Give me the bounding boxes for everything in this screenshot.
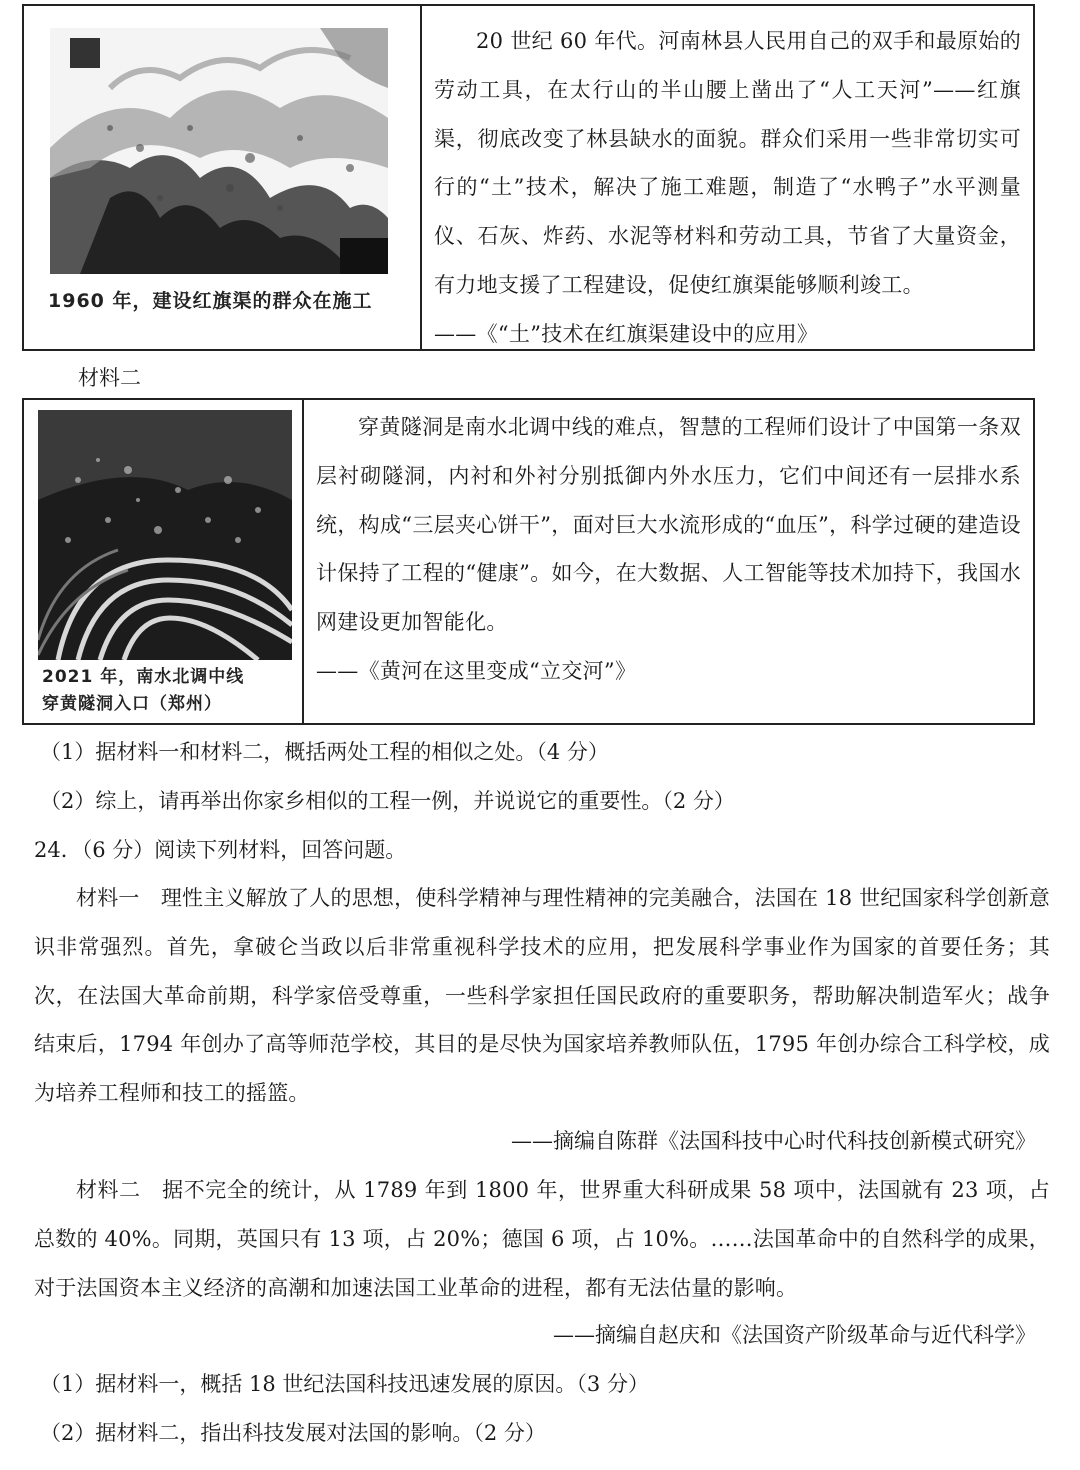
q24-material2: 材料二 据不完全的统计，从 1789 年到 1800 年，世界重大科研成果 58 项中，法国就有 23 项，占总数的 40%。同期，英国只有 13 项，占 20%；德国 6 项，占 10%。……法国革命中的自然科学的成果，对于法国资本主义经济的高潮和加速法国工业革命的进程，都有无法估量的影响。 bbox=[34, 1178, 1050, 1300]
material-one-caption: 1960 年，建设红旗渠的群众在施工 bbox=[48, 290, 373, 312]
material-two-text-cell bbox=[304, 400, 1033, 723]
material-two-caption bbox=[42, 664, 292, 718]
material-two-text: 穿黄隧洞是南水北调中线的难点，智慧的工程师们设计了中国第一条双层衬砌隧洞，内衬和外衬分别抵御内外水压力，它们中间还有一层排水系统，构成“三层夹心饼干”，面对巨大水流形成的“血压”，科学过硬的建造设计保持了工程的“健康”。如今，在大数据、人工智能等技术加持下，我国水网建设更加智能化。 bbox=[316, 415, 1021, 635]
material-two-image-cell bbox=[24, 400, 304, 723]
q23-sub2: （2）综上，请再举出你家乡相似的工程一例，并说说它的重要性。（2 分） bbox=[40, 789, 735, 813]
tunnel-entrance-photo-graphic bbox=[38, 410, 292, 660]
q24-source2: ——摘编自赵庆和《法国资产阶级革命与近代科学》 bbox=[553, 1323, 1036, 1347]
q24-heading: 24．（6 分）阅读下列材料，回答问题。 bbox=[34, 838, 407, 862]
hongqi-canal-photo bbox=[50, 28, 388, 274]
material-two-caption-line1: 2021 年，南水北调中线 bbox=[42, 667, 245, 687]
material-one-text-cell bbox=[422, 6, 1033, 349]
q24-sub1: （1）据材料一，概括 18 世纪法国科技迅速发展的原因。（3 分） bbox=[40, 1372, 649, 1396]
q24-material1: 材料一 理性主义解放了人的思想，使科学精神与理性精神的完美融合，法国在 18 世纪国家科学创新意识非常强烈。首先，拿破仑当政以后非常重视科学技术的应用，把发展科学事业作为国家的首要任务；其次，在法国大革命前期，科学家倍受尊重，一些科学家担任国民政府的重要职务，帮助解决制造军火；战争结束后，1794 年创办了高等师范学校，其目的是尽快为国家培养教师队伍，1795 年创办综合工科学校，成为培养工程师和技工的摇篮。 bbox=[34, 886, 1050, 1106]
q23-sub1: （1）据材料一和材料二，概括两处工程的相似之处。（4 分） bbox=[40, 740, 609, 764]
material-two-label: 材料二 bbox=[78, 366, 141, 390]
q24-source1: ——摘编自陈群《法国科技中心时代科技创新模式研究》 bbox=[511, 1129, 1036, 1153]
hongqi-canal-photo-graphic bbox=[50, 28, 388, 274]
material-two-box bbox=[22, 398, 1035, 725]
material-two-source: ——《黄河在这里变成“立交河”》 bbox=[316, 658, 637, 683]
material-two-caption-line2: 穿黄隧洞入口（郑州） bbox=[42, 694, 222, 714]
material-one-image-cell bbox=[24, 6, 422, 349]
tunnel-entrance-photo bbox=[38, 410, 292, 660]
material-one-source: ——《“土”技术在红旗渠建设中的应用》 bbox=[434, 321, 819, 346]
q24-sub2: （2）据材料二，指出科技发展对法国的影响。（2 分） bbox=[40, 1421, 546, 1445]
material-one-box bbox=[22, 4, 1035, 351]
material-one-text: 20 世纪 60 年代。河南林县人民用自己的双手和最原始的劳动工具，在太行山的半山腰上凿出了“人工天河”——红旗渠，彻底改变了林县缺水的面貌。群众们采用一些非常切实可行的“土”技术，解决了施工难题，制造了“水鸭子”水平测量仪、石灰、炸药、水泥等材料和劳动工具，节省了大量资金，有力地支援了工程建设，促使红旗渠能够顺利竣工。 bbox=[434, 29, 1021, 297]
